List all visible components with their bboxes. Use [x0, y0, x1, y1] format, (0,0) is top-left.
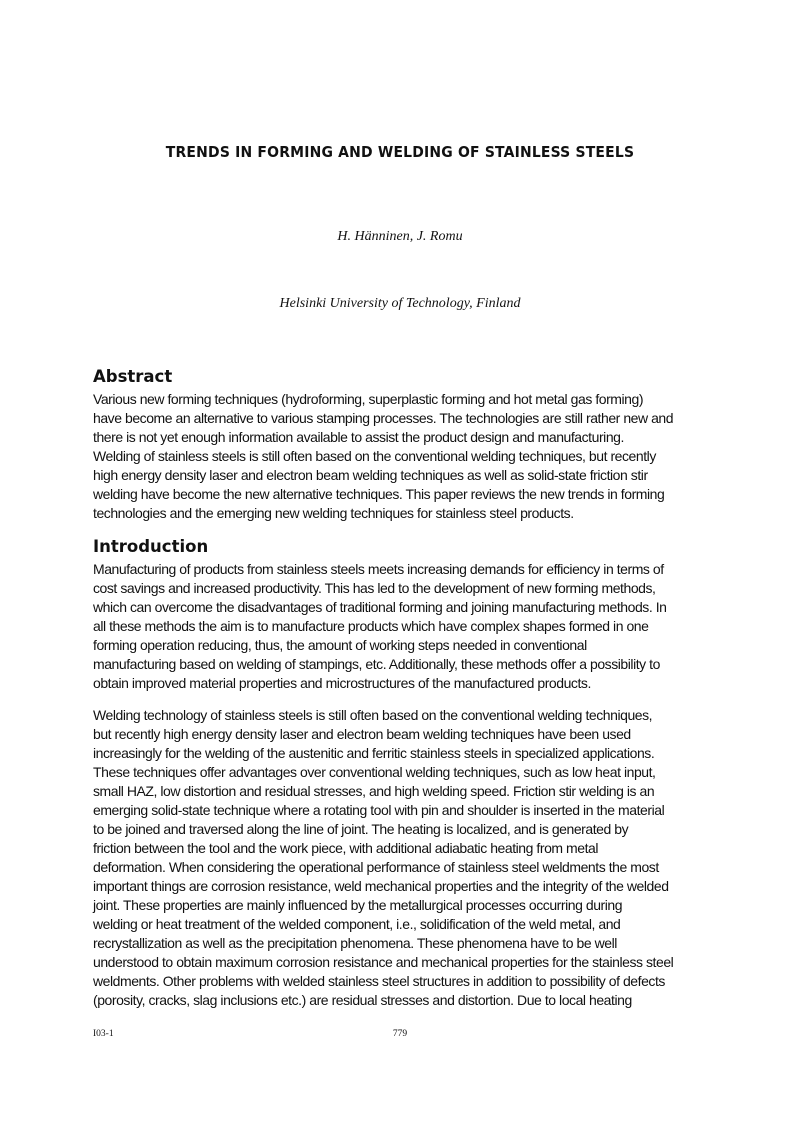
text-line: recrystallization as well as the precipitation phenomena. These phenomena have to be well — [93, 935, 617, 951]
abstract-heading: Abstract — [93, 367, 173, 386]
paper-affiliation: Helsinki University of Technology, Finland — [279, 296, 521, 311]
text-line: friction between the tool and the work piece, with additional adiabatic heating from metal — [93, 840, 599, 856]
text-line: but recently high energy density laser and electron beam welding techniques have been used — [93, 726, 631, 742]
text-line: to be joined and traversed along the line of joint. The heating is localized, and is generated by — [93, 821, 629, 837]
text-line: (porosity, cracks, slag inclusions etc.) are residual stresses and distortion. Due to local heating — [93, 992, 632, 1008]
introduction-paragraph-1 — [93, 560, 733, 693]
text-line: understood to obtain maximum corrosion resistance and mechanical properties for the stainless steel — [93, 954, 674, 970]
footer-page-number: 779 — [392, 1029, 408, 1039]
text-line: cost savings and increased productivity. This has led to the development of new forming methods, — [93, 580, 656, 596]
text-line: increasingly for the welding of the austenitic and ferritic stainless steels in specialized applications. — [93, 745, 655, 761]
text-line: obtain improved material properties and microstructures of the manufactured products. — [93, 675, 591, 691]
paper-authors: H. Hänninen, J. Romu — [337, 229, 463, 244]
text-line: Welding of stainless steels is still often based on the conventional welding techniques, but recently — [93, 448, 656, 464]
paper-title: TRENDS IN FORMING AND WELDING OF STAINLESS STEELS — [165, 143, 635, 161]
text-line: there is not yet enough information available to assist the product design and manufacturing. — [93, 429, 624, 445]
text-line: high energy density laser and electron beam welding techniques as well as solid-state friction stir — [93, 467, 648, 483]
text-line: which can overcome the disadvantages of traditional forming and joining manufacturing methods. In — [93, 599, 667, 615]
introduction-paragraph-2 — [93, 706, 733, 1010]
text-line: technologies and the emerging new welding techniques for stainless steel products. — [93, 505, 574, 521]
footer-paper-code: I03-1 — [93, 1029, 114, 1039]
text-line: weldments. Other problems with welded stainless steel structures in addition to possibility of defects — [93, 973, 665, 989]
text-line: emerging solid-state technique where a rotating tool with pin and shoulder is inserted in the material — [93, 802, 665, 818]
text-line: forming operation reducing, thus, the amount of working steps needed in conventional — [93, 637, 587, 653]
text-line: all these methods the aim is to manufacture products which have complex shapes formed in one — [93, 618, 649, 634]
text-line: small HAZ, low distortion and residual stresses, and high welding speed. Friction stir welding is an — [93, 783, 655, 799]
text-line: Welding technology of stainless steels is still often based on the conventional welding techniques, — [93, 707, 653, 723]
text-line: deformation. When considering the operational performance of stainless steel weldments the most — [93, 859, 659, 875]
text-line: welding or heat treatment of the welded component, i.e., solidification of the weld metal, and — [93, 916, 621, 932]
text-line: These techniques offer advantages over conventional welding techniques, such as low heat input, — [93, 764, 656, 780]
text-line: Various new forming techniques (hydroforming, superplastic forming and hot metal gas forming) — [93, 391, 644, 407]
text-line: Manufacturing of products from stainless steels meets increasing demands for efficiency in terms of — [93, 561, 664, 577]
text-line: important things are corrosion resistance, weld mechanical properties and the integrity of the welded — [93, 878, 669, 894]
text-line: manufacturing based on welding of stampings, etc. Additionally, these methods offer a possibility to — [93, 656, 660, 672]
text-line: joint. These properties are mainly influenced by the metallurgical processes occurring during — [93, 897, 623, 913]
text-line: have become an alternative to various stamping processes. The technologies are still rather new and — [93, 410, 674, 426]
abstract-paragraph — [93, 390, 733, 523]
text-line: welding have become the new alternative techniques. This paper reviews the new trends in forming — [93, 486, 665, 502]
introduction-heading: Introduction — [93, 537, 209, 556]
